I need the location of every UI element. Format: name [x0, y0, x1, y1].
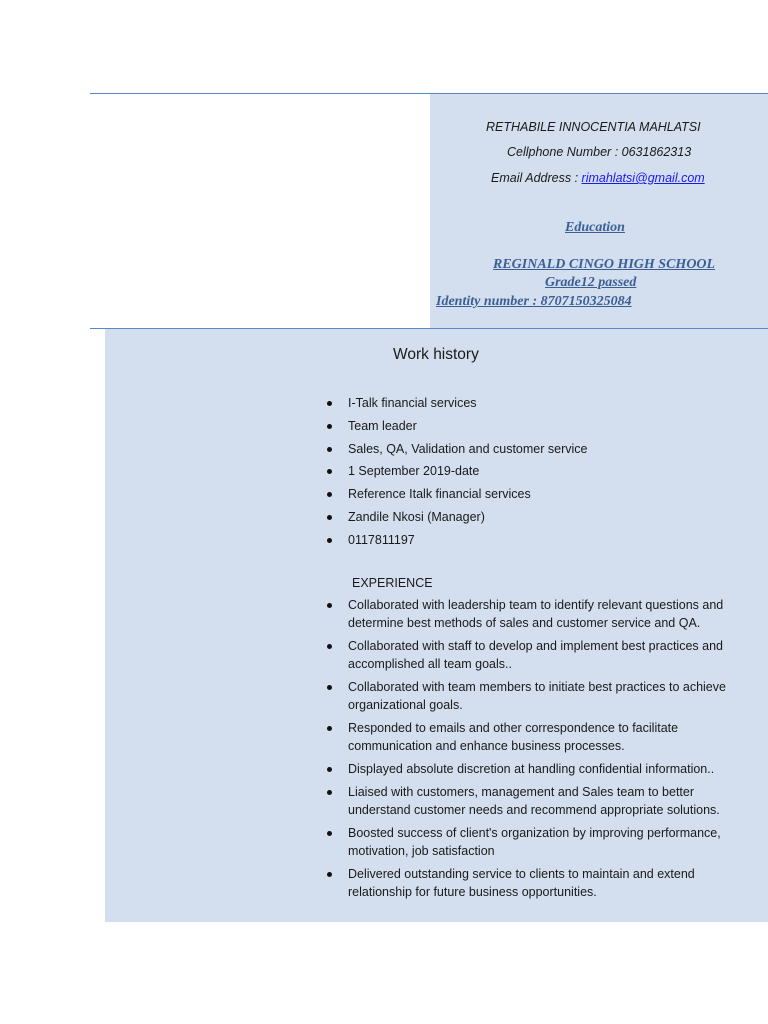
list-item: Liaised with customers, management and Sales team to better understand customer needs and recommend appropriate solutions. — [325, 783, 745, 819]
list-item: Collaborated with team members to initiate best practices to achieve organizational goals. — [325, 678, 745, 714]
list-item: Sales, QA, Validation and customer service — [325, 440, 745, 458]
experience-list — [325, 596, 745, 906]
list-item: Team leader — [325, 417, 745, 435]
list-item: Boosted success of client's organization by improving performance, motivation, job satisfaction — [325, 824, 745, 860]
contact-header — [430, 94, 768, 328]
list-item: Zandile Nkosi (Manager) — [325, 508, 745, 526]
work-history-title: Work history — [393, 346, 479, 363]
email-address — [491, 171, 705, 185]
education-heading: Education — [565, 220, 625, 235]
list-item: Collaborated with staff to develop and implement best practices and accomplished all team goals.. — [325, 637, 745, 673]
list-item: Responded to emails and other correspondence to facilitate communication and enhance business processes. — [325, 719, 745, 755]
grade-status: Grade12 passed — [545, 275, 637, 290]
cellphone-number: Cellphone Number : 0631862313 — [507, 145, 692, 159]
candidate-name: RETHABILE INNOCENTIA MAHLATSI — [486, 120, 701, 134]
email-link[interactable]: rimahlatsi@gmail.com — [581, 171, 705, 185]
identity-number: Identity number : 8707150325084 — [436, 294, 632, 309]
email-label: Email Address : — [491, 171, 582, 185]
work-section — [105, 329, 768, 922]
list-item: Displayed absolute discretion at handling confidential information.. — [325, 760, 745, 778]
list-item: 1 September 2019-date — [325, 462, 745, 480]
experience-label: EXPERIENCE — [352, 576, 433, 590]
list-item: Collaborated with leadership team to identify relevant questions and determine best methods of sales and customer service and QA. — [325, 596, 745, 632]
list-item: I-Talk financial services — [325, 394, 745, 412]
list-item: Reference Italk financial services — [325, 485, 745, 503]
school-name: REGINALD CINGO HIGH SCHOOL — [493, 257, 716, 272]
work-history-list — [325, 394, 745, 554]
list-item: Delivered outstanding service to clients to maintain and extend relationship for future business opportunities. — [325, 865, 745, 901]
list-item: 0117811197 — [325, 531, 745, 549]
